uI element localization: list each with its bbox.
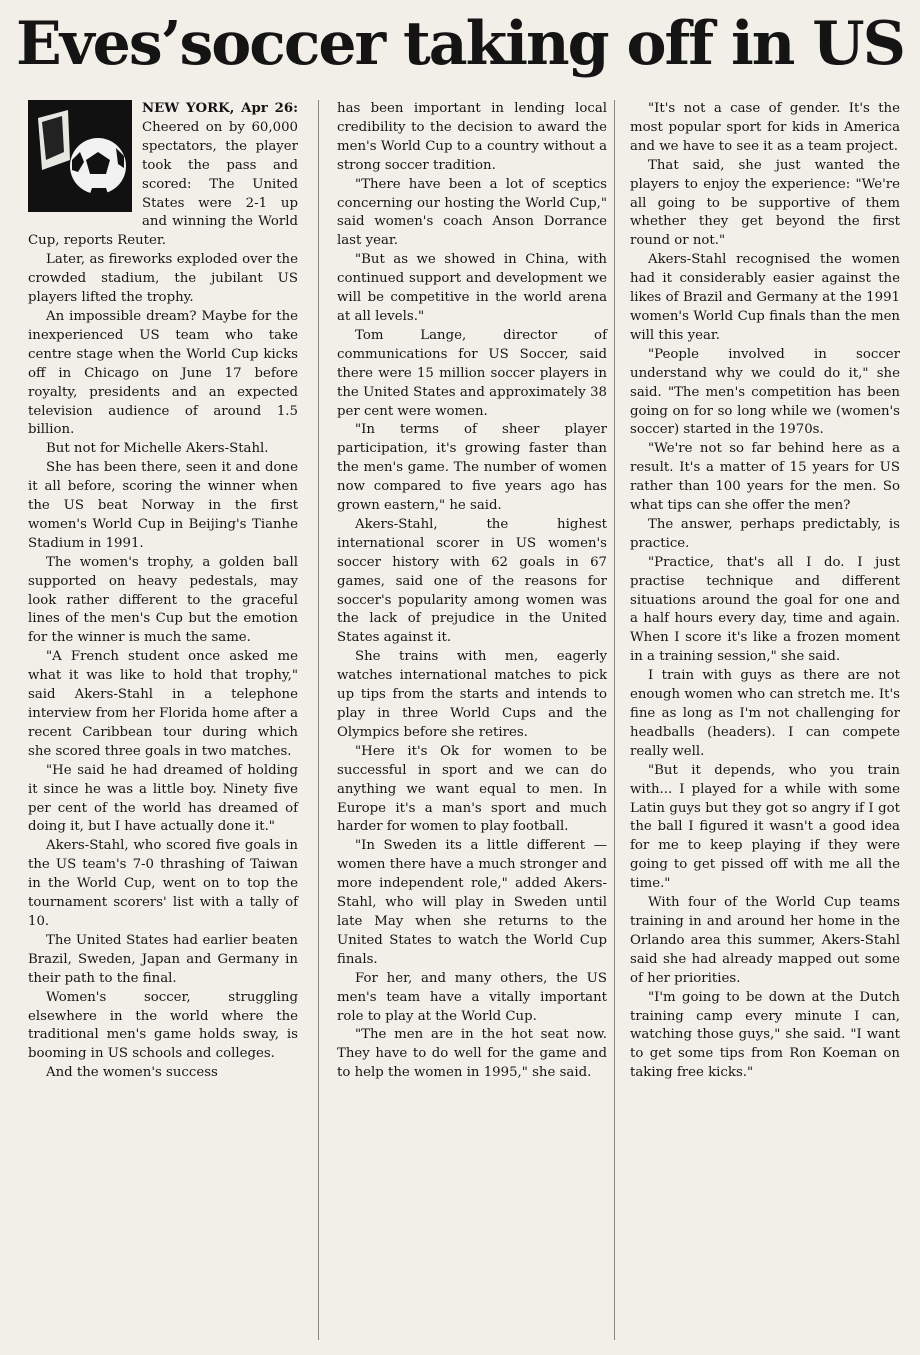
dateline: NEW YORK, Apr 26: bbox=[142, 101, 298, 116]
article-paragraph: With four of the World Cup teams training in and around her home in the Orlando area this summer, Akers-Stahl said she had already mapped out some of her priorities. bbox=[630, 895, 900, 986]
article-paragraph: But not for Michelle Akers-Stahl. bbox=[46, 441, 269, 457]
soccer-ball-photo bbox=[28, 100, 132, 212]
article-paragraph: She trains with men, eagerly watches international matches to pick up tips from the starts and intends to play in three World Cups and the Olympics before she retires. bbox=[337, 649, 607, 740]
article-paragraph: "He said he had dreamed of holding it since he was a little boy. Ninety five per cent of the world has dreamed of doing it, but I have actually done it." bbox=[28, 762, 298, 835]
article-paragraph: Later, as fireworks exploded over the crowded stadium, the jubilant US players lifted the trophy. bbox=[28, 252, 298, 306]
article-paragraph: "Practice, that's all I do. I just practise technique and different situations around the goal for one and a half hours every day, time and again. When I score it's like a frozen moment in a training session," she said. bbox=[630, 554, 900, 665]
article-paragraph: An impossible dream? Maybe for the inexperienced US team who take centre stage when the World Cup kicks off in Chicago on June 17 before royalty, presidents and an expected television audience of around 1.5 billion. bbox=[28, 308, 298, 438]
headline: Eves’soccer taking off in US bbox=[16, 9, 904, 79]
article-paragraph: "People involved in soccer understand why we could do it," she said. "The men's competition has been going on for so long while we (women's soccer) started in the 1970s. bbox=[630, 346, 900, 438]
article-paragraph: That said, she just wanted the players to enjoy the experience: "We're all going to be supportive of them whether they get beyond the first round or not." bbox=[630, 157, 900, 249]
article-paragraph: Akers-Stahl recognised the women had it considerably easier against the likes of Brazil and Germany at the 1991 women's World Cup finals than the men will this year. bbox=[630, 252, 900, 343]
article-paragraph: "I'm going to be down at the Dutch training camp every minute I can, watching those guys," she said. "I want to get some tips from Ron Koeman on taking free kicks." bbox=[630, 989, 900, 1081]
article-paragraph: The United States had earlier beaten Brazil, Sweden, Japan and Germany in their path to the final. bbox=[28, 932, 298, 986]
article-paragraph: "A French student once asked me what it was like to hold that trophy," said Akers-Stahl in a telephone interview from her Florida home after a recent Caribbean tour during which she scored three goals in two matches. bbox=[28, 649, 298, 759]
article-paragraph: And the women's success bbox=[46, 1065, 218, 1081]
article-paragraph: "But as we showed in China, with continued support and development we will be competitive in the world arena at all levels." bbox=[337, 252, 607, 324]
article-paragraph: For her, and many others, the US men's team have a vitally important role to play at the World Cup. bbox=[337, 970, 607, 1024]
article-paragraph: "We're not so far behind here as a result. It's a matter of 15 years for US rather than 100 years for the men. So what tips can she offer the men? bbox=[630, 441, 900, 514]
article-paragraph: "In terms of sheer player participation, it's growing faster than the men's game. The number of women now compared to five years ago has grown eastern," he said. bbox=[337, 422, 607, 514]
article-paragraph: I train with guys as there are not enough women who can stretch me. It's fine as long as I'm not challenging for headballs (headers). I can compete really well. bbox=[630, 668, 900, 759]
article-column-1 bbox=[28, 100, 298, 1083]
column-2-body bbox=[337, 100, 607, 1083]
article-paragraph: Akers-Stahl, the highest international scorer in US women's soccer history with 62 goals in 67 games, said one of the reasons for soccer's popularity among women was the lack of prejudice in the United States against it. bbox=[337, 516, 607, 646]
column-divider bbox=[614, 100, 615, 1340]
article-paragraph: Women's soccer, struggling elsewhere in the world where the traditional men's game holds sway, is booming in US schools and colleges. bbox=[28, 989, 298, 1062]
article-paragraph: The women's trophy, a golden ball supported on heavy pedestals, may look rather different to the graceful lines of the men's Cup but the emotion for the winner is much the same. bbox=[28, 554, 298, 646]
article-paragraph: She has been there, seen it and done it all before, scoring the winner when the US beat Norway in the first women's World Cup in Beijing's Tianhe Stadium in 1991. bbox=[28, 460, 298, 551]
article-paragraph: "In Sweden its a little different — women there have a much stronger and more independent role," added Akers-Stahl, who will play in Sweden until late May when she returns to the United States to watch the World Cup finals. bbox=[337, 838, 607, 967]
article-paragraph: Akers-Stahl, who scored five goals in the US team's 7-0 thrashing of Taiwan in the World Cup, went on to top the tournament scorers' list with a tally of 10. bbox=[28, 838, 298, 929]
article-paragraph: "There have been a lot of sceptics concerning our hosting the World Cup," said women's coach Anson Dorrance last year. bbox=[337, 176, 607, 249]
article-paragraph: has been important in lending local credibility to the decision to award the men's World Cup to a country without a strong soccer tradition. bbox=[337, 101, 607, 173]
column-3-body bbox=[630, 100, 900, 1083]
column-divider bbox=[318, 100, 319, 1340]
article-column-3 bbox=[630, 100, 900, 1083]
lead-text: Cheered on by 60,000 spectators, the player took the pass and scored: The United States were 2-1 up and winning the World Cup, reports Reuter. bbox=[28, 119, 298, 249]
column-1-body bbox=[28, 251, 298, 1083]
article-paragraph: "It's not a case of gender. It's the most popular sport for kids in America and we have to see it as a team project. bbox=[630, 101, 900, 154]
article-paragraph: "But it depends, who you train with... I played for a while with some Latin guys but they got so angry if I got the ball I figured it wasn't a good idea for me to keep playing if they were going to get pissed off with me all the time." bbox=[630, 762, 900, 892]
article-paragraph: "The men are in the hot seat now. They have to do well for the game and to help the women in 1995," she said. bbox=[337, 1027, 607, 1081]
article-column-2 bbox=[337, 100, 607, 1083]
article-paragraph: Tom Lange, director of communications for US Soccer, said there were 15 million soccer players in the United States and approximately 38 per cent were women. bbox=[337, 327, 607, 419]
article-paragraph: The answer, perhaps predictably, is practice. bbox=[630, 516, 900, 551]
article-paragraph: "Here it's Ok for women to be successful in sport and we can do anything we want equal to men. In Europe it's a man's sport and much harder for women to play football. bbox=[337, 743, 607, 835]
